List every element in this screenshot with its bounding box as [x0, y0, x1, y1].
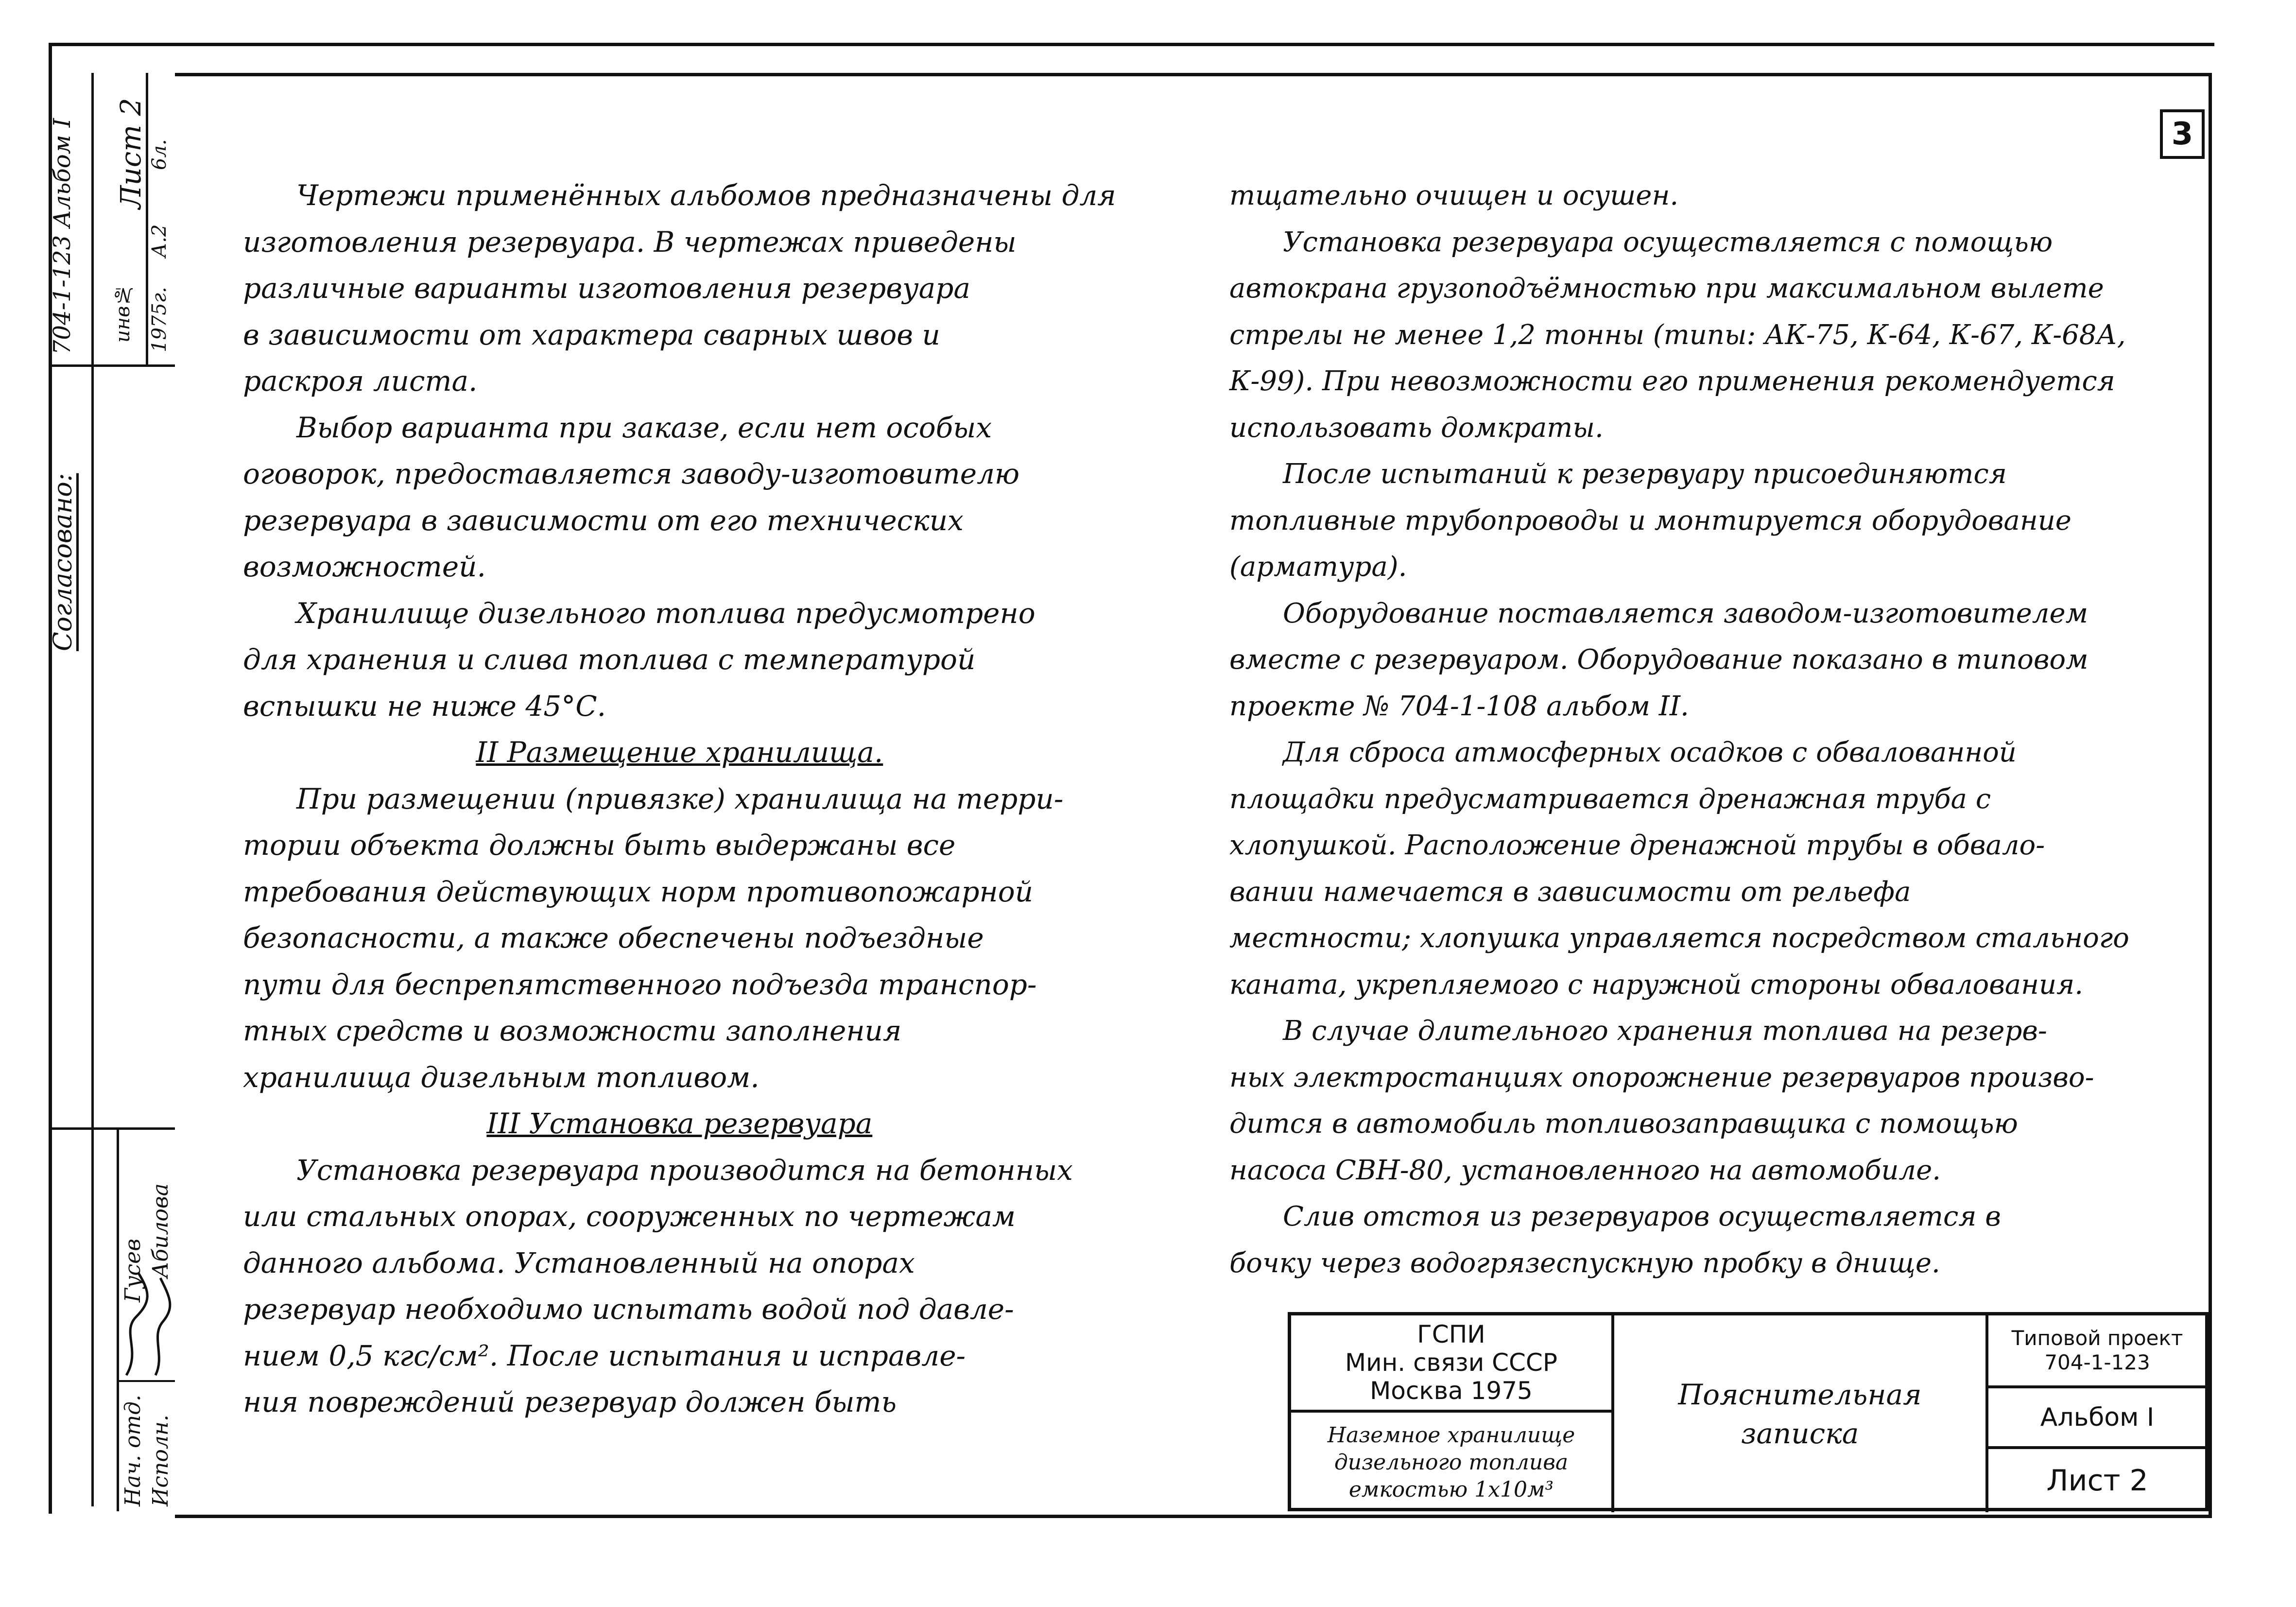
- text-line: резервуар необходимо испытать водой под давле-: [243, 1293, 1014, 1326]
- text-line: пути для беспрепятственного подъезда транспор-: [243, 968, 1037, 1001]
- sheet-cell: [1988, 1449, 2206, 1512]
- signature-marks: [117, 1263, 175, 1380]
- stub-divider: [91, 73, 94, 1506]
- text-line: насоса СВН-80, установленного на автомобиле.: [1229, 1154, 1941, 1186]
- object-cell: [1291, 1413, 1614, 1512]
- text-line: Для сброса атмосферных осадков с обвалованной: [1283, 737, 2017, 768]
- left-text-column: [243, 173, 1116, 1426]
- org-cell: [1291, 1315, 1614, 1413]
- sheet-label: Лист 2: [2046, 1464, 2148, 1498]
- section-heading: II Размещение хранилища.: [476, 736, 883, 769]
- stub-album-code: 704-1-123 Альбом I: [49, 118, 76, 355]
- text-line: безопасности, а также обеспечены подъездные: [243, 921, 984, 954]
- text-line: Слив отстоя из резервуаров осуществляется в: [1283, 1201, 2001, 1232]
- text-line: (арматура).: [1229, 551, 1407, 583]
- text-line: тщательно очищен и осушен.: [1229, 180, 1679, 211]
- object-capacity: емкостью 1x10м³: [1348, 1477, 1554, 1502]
- album-cell: [1988, 1388, 2206, 1449]
- text-line: бочку через водогрязеспускную пробку в днище.: [1229, 1247, 1940, 1279]
- project-label: Типовой проект: [2011, 1326, 2183, 1350]
- stub-copy-mark: А.2: [148, 224, 171, 258]
- text-line: местности; хлопушка управляется посредством стального: [1229, 922, 2129, 954]
- stub-inv-label: инв№: [112, 283, 134, 343]
- text-line: К-99). При невозможности его применения рекомендуется: [1229, 365, 2115, 397]
- right-text-column: [1229, 173, 2129, 1286]
- text-line: оговорок, предоставляется заводу-изготовителю: [243, 457, 1020, 490]
- text-line: вспышки не ниже 45°С.: [243, 689, 606, 723]
- text-line: каната, укрепляемого с наружной стороны обвалования.: [1229, 968, 2083, 1001]
- text-line: проекте № 704-1-108 альбом II.: [1229, 690, 1689, 722]
- text-line: резервуара в зависимости от его технических: [243, 503, 964, 537]
- text-line: При размещении (привязке) хранилища на терри-: [296, 782, 1064, 815]
- text-line: для хранения и слива топлива с температурой: [243, 643, 976, 676]
- stub-role-executor: Исполн.: [148, 1415, 173, 1506]
- text-line: После испытаний к резервуару присоединяются: [1283, 458, 2007, 490]
- album-label: Альбом I: [2040, 1402, 2155, 1432]
- stub-year: 1975г.: [148, 287, 171, 352]
- org-name: ГСПИ: [1417, 1320, 1485, 1348]
- text-line: Оборудование поставляется заводом-изготовителем: [1283, 597, 2089, 629]
- text-line: тории объекта должны быть выдержаны все: [243, 829, 956, 862]
- page-number: 3: [2160, 109, 2205, 159]
- object-type: дизельного топлива: [1334, 1450, 1569, 1475]
- stub-sheet-label: Лист 2: [114, 98, 147, 209]
- project-cell: [1988, 1315, 2206, 1388]
- stub-name-head: Гусев: [121, 1239, 145, 1302]
- text-line: требования действующих норм противопожарной: [243, 875, 1034, 908]
- org-ministry: Мин. связи СССР: [1345, 1348, 1557, 1377]
- text-line: ния повреждений резервуар должен быть: [243, 1385, 897, 1418]
- text-line: вании намечается в зависимости от рельефа: [1229, 876, 1911, 908]
- text-line: ных электростанциях опорожнение резервуаров произво-: [1229, 1061, 2094, 1093]
- text-line: раскроя листа.: [243, 364, 478, 397]
- text-line: вместе с резервуаром. Оборудование показано в типовом: [1229, 644, 2089, 675]
- text-line: автокрана грузоподъёмностью при максимальном вылете: [1229, 273, 2104, 304]
- stub-sheet-ref: 6л.: [148, 139, 171, 170]
- text-line: различные варианты изготовления резервуара: [243, 272, 970, 305]
- stub-divider: [117, 1380, 175, 1382]
- text-line: данного альбома. Установленный на опорах: [243, 1246, 915, 1279]
- text-line: стрелы не менее 1,2 тонны (типы: АК-75, К-64, К-67, К-68А,: [1229, 319, 2126, 351]
- text-line: В случае длительного хранения топлива на резерв-: [1283, 1015, 2047, 1047]
- object-name: Наземное хранилище: [1327, 1422, 1575, 1448]
- stub-divider: [49, 364, 175, 367]
- text-line: возможностей.: [243, 550, 486, 583]
- text-line: Чертежи применённых альбомов предназначены для: [296, 179, 1116, 212]
- text-line: Хранилище дизельного топлива предусмотрено: [296, 596, 1036, 630]
- text-line: использовать домкраты.: [1229, 412, 1604, 444]
- text-line: Установка резервуара производится на бетонных: [296, 1153, 1073, 1187]
- stub-divider: [49, 1127, 175, 1130]
- text-line: хлопушкой. Расположение дренажной трубы в обвало-: [1229, 829, 2045, 861]
- text-line: дится в автомобиль топливозаправщика с помощью: [1229, 1108, 2018, 1140]
- document-title-cont: записка: [1741, 1417, 1859, 1450]
- text-line: или стальных опорах, сооруженных по чертежам: [243, 1200, 1016, 1233]
- text-line: изготовления резервуара. В чертежах приведены: [243, 225, 1017, 259]
- org-city-year: Москва 1975: [1370, 1377, 1533, 1405]
- text-line: площадки предусматривается дренажная труба с: [1229, 783, 1991, 815]
- stub-role-head: Нач. отд.: [121, 1394, 145, 1506]
- stub-name-executor: Абилова: [148, 1183, 173, 1278]
- text-line: Выбор варианта при заказе, если нет особых: [296, 411, 992, 444]
- stub-agreed-label: Согласовано:: [49, 473, 78, 651]
- text-line: Установка резервуара осуществляется с помощью: [1283, 226, 2053, 258]
- document-title: Пояснительная: [1678, 1378, 1922, 1411]
- project-number: 704-1-123: [2044, 1350, 2150, 1374]
- text-line: тных средств и возможности заполнения: [243, 1014, 902, 1047]
- text-line: в зависимости от характера сварных швов и: [243, 318, 940, 351]
- title-block: [1288, 1312, 2209, 1511]
- text-line: хранилища дизельным топливом.: [243, 1060, 760, 1094]
- section-heading: III Установка резервуара: [486, 1107, 873, 1140]
- document-title-cell: [1614, 1315, 1988, 1512]
- text-line: нием 0,5 кгс/см². После испытания и исправле-: [243, 1339, 966, 1372]
- text-line: топливные трубопроводы и монтируется оборудование: [1229, 504, 2072, 536]
